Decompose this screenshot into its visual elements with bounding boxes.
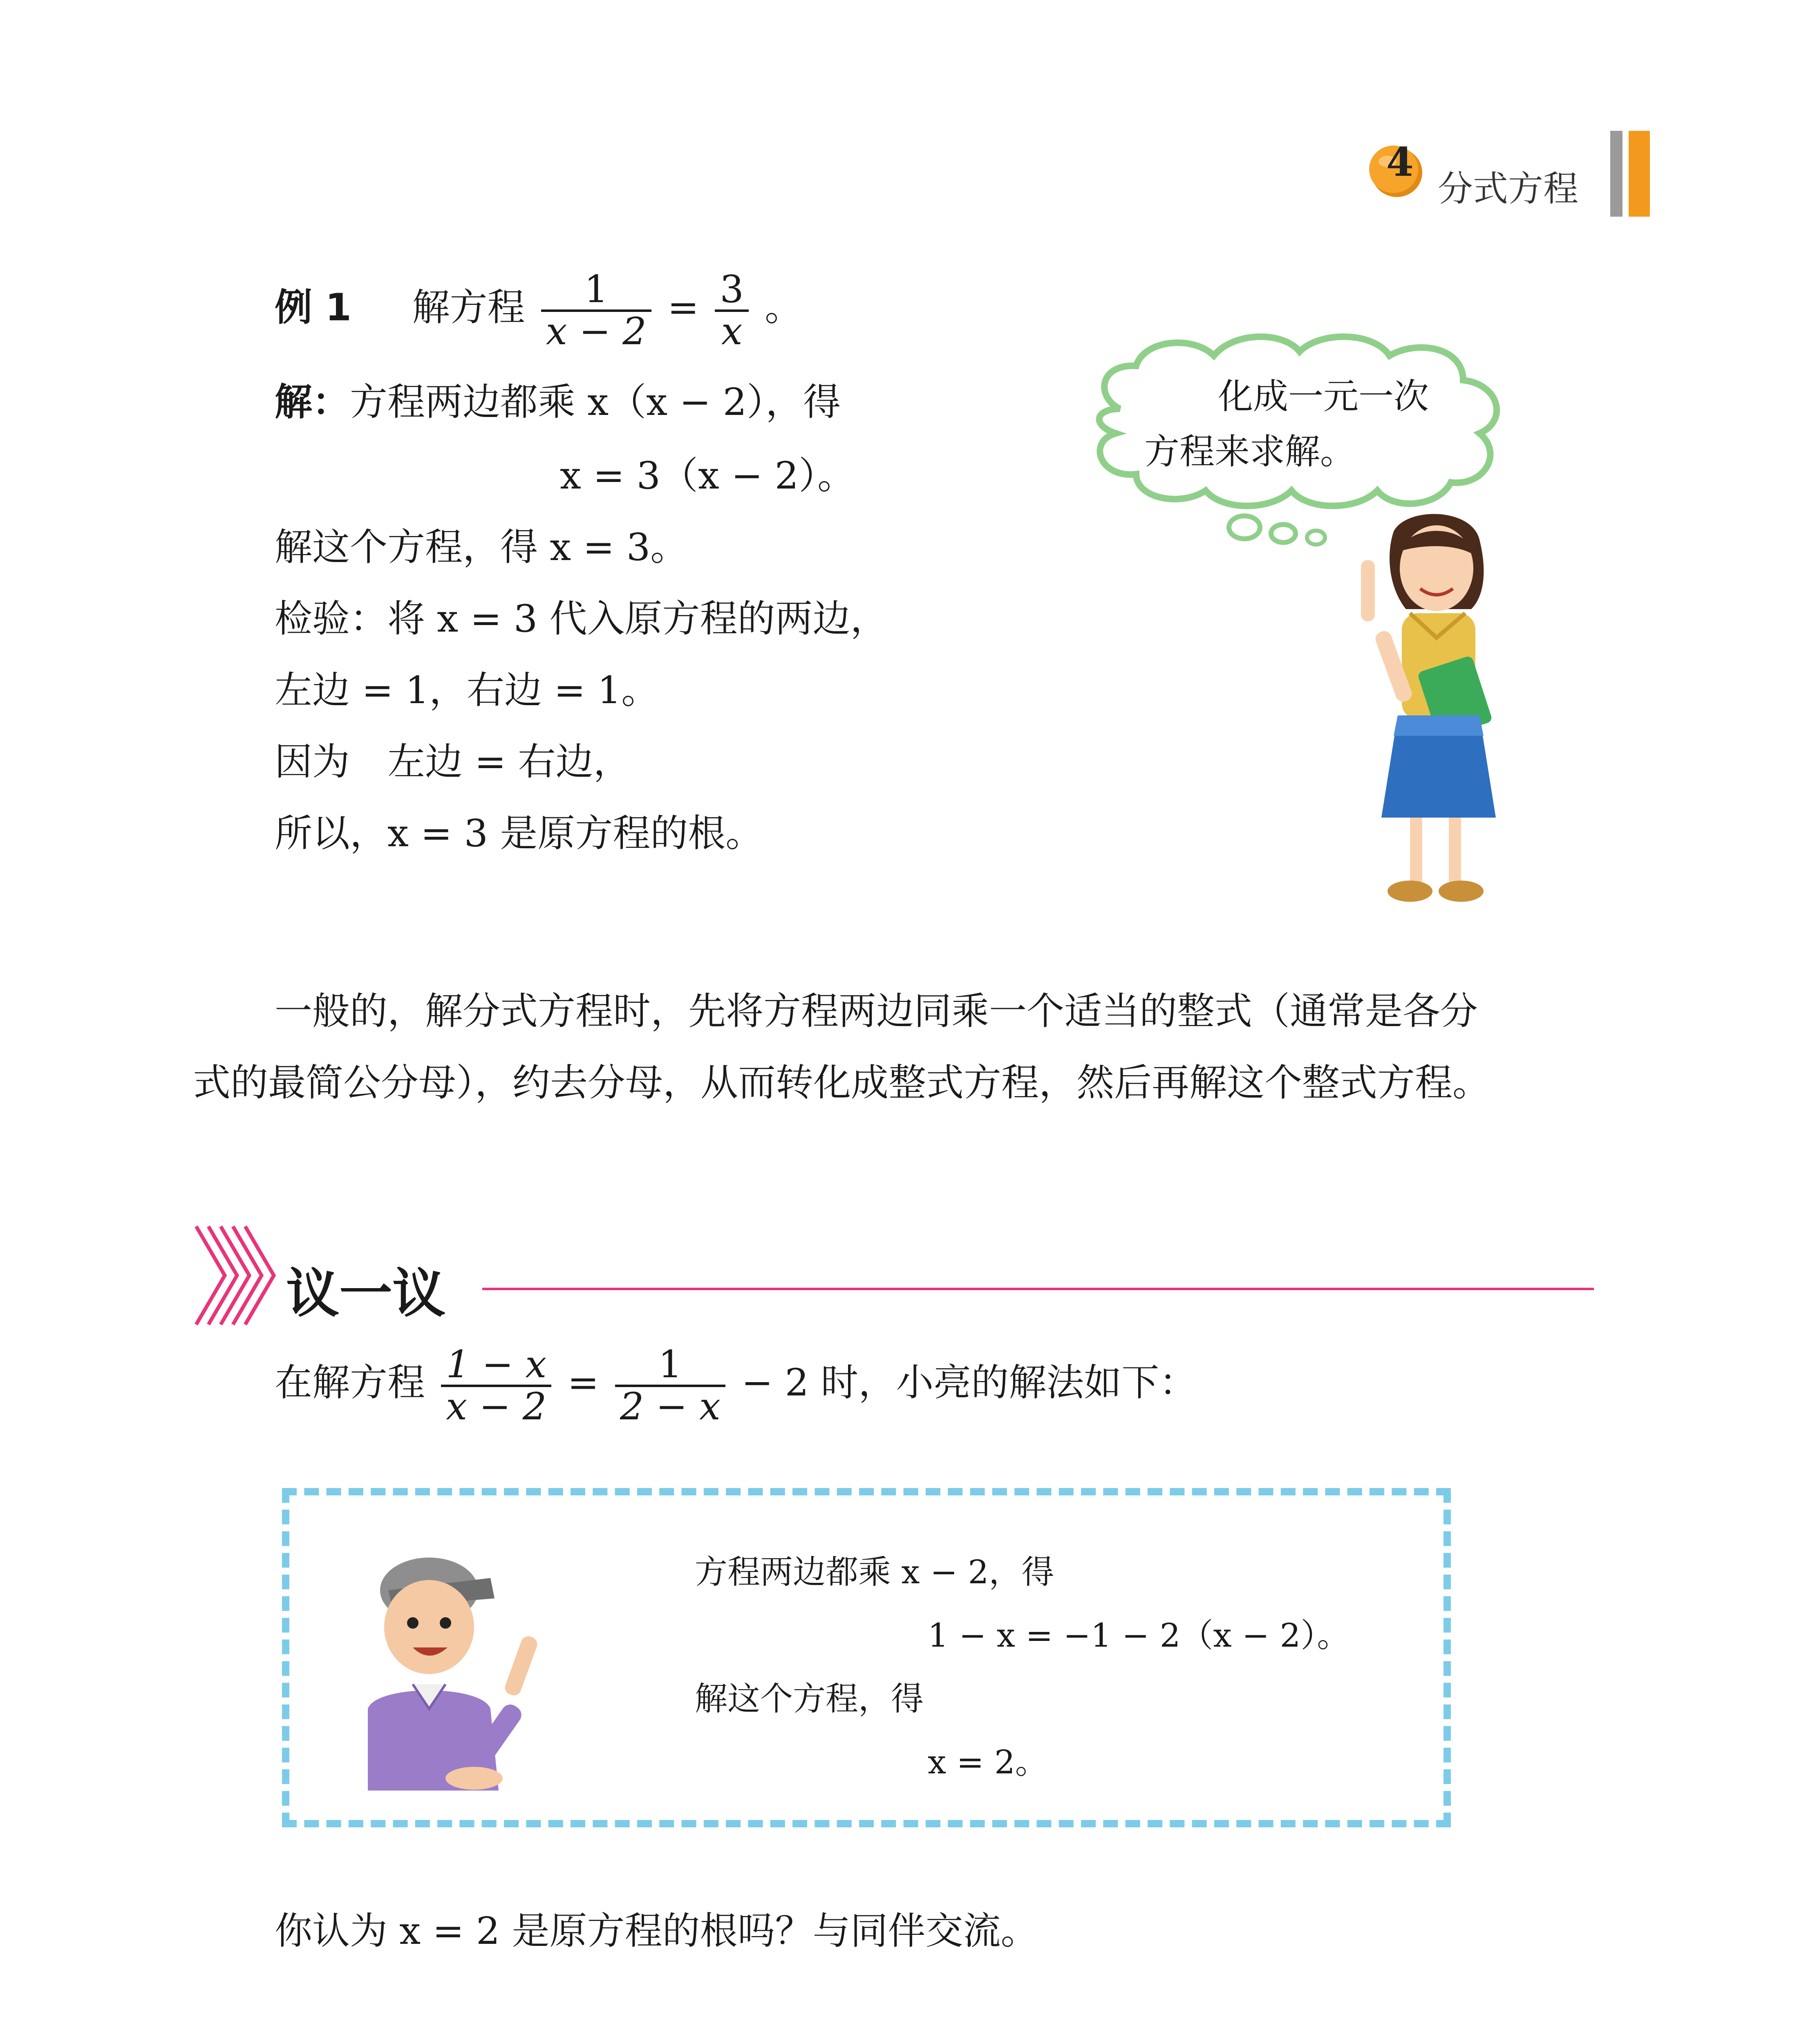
general-line-2: 式的最简公分母），约去分母，从而转化成整式方程，然后再解这个整式方程。 [193, 1061, 1490, 1105]
solution-line-2: x = 3（x − 2）。 [560, 454, 855, 498]
discuss-fraction-1-denominator: x − 2 [446, 1384, 547, 1428]
fraction-2-denominator: x [721, 309, 743, 353]
fraction-2-numerator: 3 [715, 270, 749, 312]
general-line-1: 一般的，解分式方程时，先将方程两边同乘一个适当的整式（通常是各分 [275, 989, 1478, 1033]
box-line-2: 1 − x = −1 − 2（x − 2）。 [928, 1616, 1350, 1654]
fraction-2 [715, 267, 749, 353]
fraction-1-numerator: 1 [541, 270, 651, 312]
solution-label: 解： [275, 380, 350, 424]
bubble-line-2: 方程来求解。 [1144, 431, 1355, 472]
solution-line-5: 左边 = 1，右边 = 1。 [275, 668, 659, 712]
example-end: 。 [765, 285, 803, 329]
chapter-header [1365, 131, 1659, 229]
box-line-4: x = 2。 [928, 1743, 1048, 1781]
fraction-1 [541, 267, 651, 353]
discuss-fraction-2-denominator: 2 − x [620, 1384, 721, 1428]
bubble-line-1: 化成一元一次 [1218, 376, 1429, 417]
chapter-title: 分式方程 [1438, 168, 1578, 209]
chevrons-icon [192, 1222, 278, 1329]
boy-illustration [351, 1529, 564, 1791]
solution-line-4: 检验：将 x = 3 代入原方程的两边， [275, 597, 888, 641]
solution-line-6: 因为 左边 = 右边， [275, 740, 631, 784]
fraction-1-denominator: x − 2 [546, 309, 647, 353]
discuss-intro-post: − 2 时，小亮的解法如下： [741, 1360, 1197, 1405]
solution-line-3: 解这个方程，得 x = 3。 [275, 525, 688, 569]
example-label: 例 1 [275, 285, 352, 329]
box-line-1: 方程两边都乘 x − 2，得 [695, 1553, 1054, 1591]
header-bar-gray [1610, 131, 1623, 217]
discuss-equals: = [567, 1360, 599, 1405]
discuss-question: 你认为 x = 2 是原方程的根吗？与同伴交流。 [275, 1909, 1038, 1953]
discuss-fraction-1-numerator: 1 − x [441, 1345, 551, 1387]
discuss-fraction-1 [441, 1342, 551, 1428]
header-bar-orange [1629, 131, 1650, 217]
solution-line-1 [275, 376, 841, 429]
equals-sign: = [667, 285, 699, 329]
discuss-title: 议一议 [286, 1262, 446, 1325]
example-prompt: 解方程 [412, 285, 525, 329]
discuss-intro-pre: 在解方程 [275, 1360, 425, 1405]
solution-text-1: 方程两边都乘 x（x − 2），得 [350, 380, 841, 424]
discuss-intro [275, 1342, 1197, 1428]
chapter-number: 4 [1386, 139, 1414, 185]
girl-illustration [1349, 507, 1520, 908]
discuss-fraction-2-numerator: 1 [615, 1345, 725, 1387]
discuss-fraction-2 [615, 1342, 725, 1428]
box-line-3: 解这个方程，得 [695, 1680, 924, 1718]
example-heading [275, 267, 803, 353]
discuss-rule [482, 1288, 1594, 1290]
solution-line-7: 所以，x = 3 是原方程的根。 [275, 811, 763, 855]
